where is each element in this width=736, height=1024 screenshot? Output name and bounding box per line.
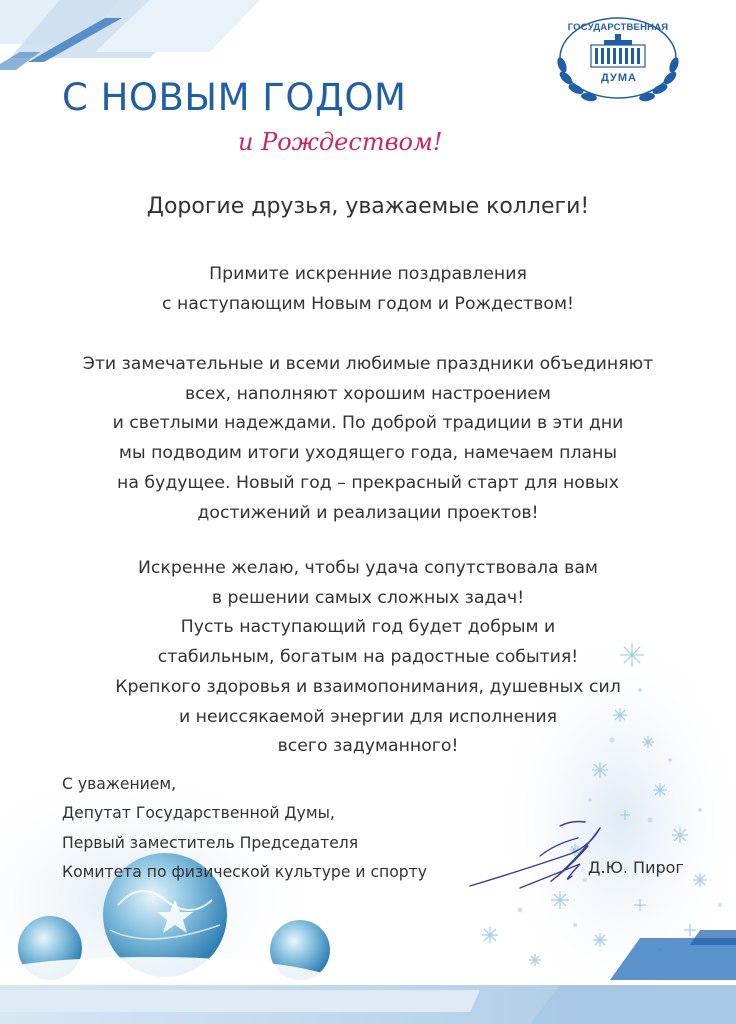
closing-line: Первый заместитель Председателя bbox=[62, 833, 359, 852]
closing-block bbox=[62, 770, 427, 887]
paragraph-line: достижений и реализации проектов! bbox=[197, 502, 539, 523]
logo-top-text: ГОСУДАРСТВЕННАЯ bbox=[567, 22, 669, 33]
paragraph-3 bbox=[30, 554, 706, 762]
paragraph-line: Примите искренние поздравления bbox=[209, 264, 527, 284]
top-stripes bbox=[0, 0, 260, 70]
page-subtitle: и Рождеством! bbox=[238, 128, 443, 156]
paragraph-line: на будущее. Новый год – прекрасный старт для новых bbox=[117, 472, 619, 493]
signer-name: Д.Ю. Пирог bbox=[588, 858, 684, 877]
paragraph-line: Крепкого здоровья и взаимопонимания, душевных сил bbox=[115, 676, 621, 697]
paragraph-2 bbox=[30, 350, 706, 528]
paragraph-line: мы подводим итоги уходящего года, намечаем планы bbox=[118, 443, 618, 464]
letter-greeting: Дорогие друзья, уважаемые коллеги! bbox=[146, 194, 590, 219]
paragraph-line: и светлыми надеждами. По доброй традиции в эти дни bbox=[112, 413, 624, 434]
paragraph-1 bbox=[30, 260, 706, 319]
paragraph-line: Эти замечательные и всеми любимые праздники объединяют bbox=[82, 354, 654, 374]
paragraph-line: Пусть наступающий год будет добрым и bbox=[180, 617, 556, 638]
paragraph-line: в решении самых сложных задач! bbox=[211, 587, 525, 608]
closing-line: С уважением, bbox=[62, 775, 177, 793]
paragraph-line: и неиссякаемой энергии для исполнения bbox=[178, 706, 558, 727]
paragraph-line: всего задуманного! bbox=[277, 736, 459, 757]
closing-line: Комитета по физической культуре и спорту bbox=[62, 862, 427, 881]
closing-line: Депутат Государственной Думы, bbox=[62, 804, 335, 823]
paragraph-line: стабильным, богатым на радостные события! bbox=[157, 647, 579, 668]
paragraph-line: Искренне желаю, чтобы удача сопутствовала вам bbox=[138, 558, 598, 578]
page-title: С НОВЫМ ГОДОМ bbox=[62, 76, 407, 119]
logo-bottom-text: ДУМА bbox=[601, 72, 637, 84]
paragraph-line: с наступающим Новым годом и Рождеством! bbox=[162, 293, 574, 314]
paragraph-line: всех, наполняют хорошим настроением bbox=[185, 383, 551, 404]
